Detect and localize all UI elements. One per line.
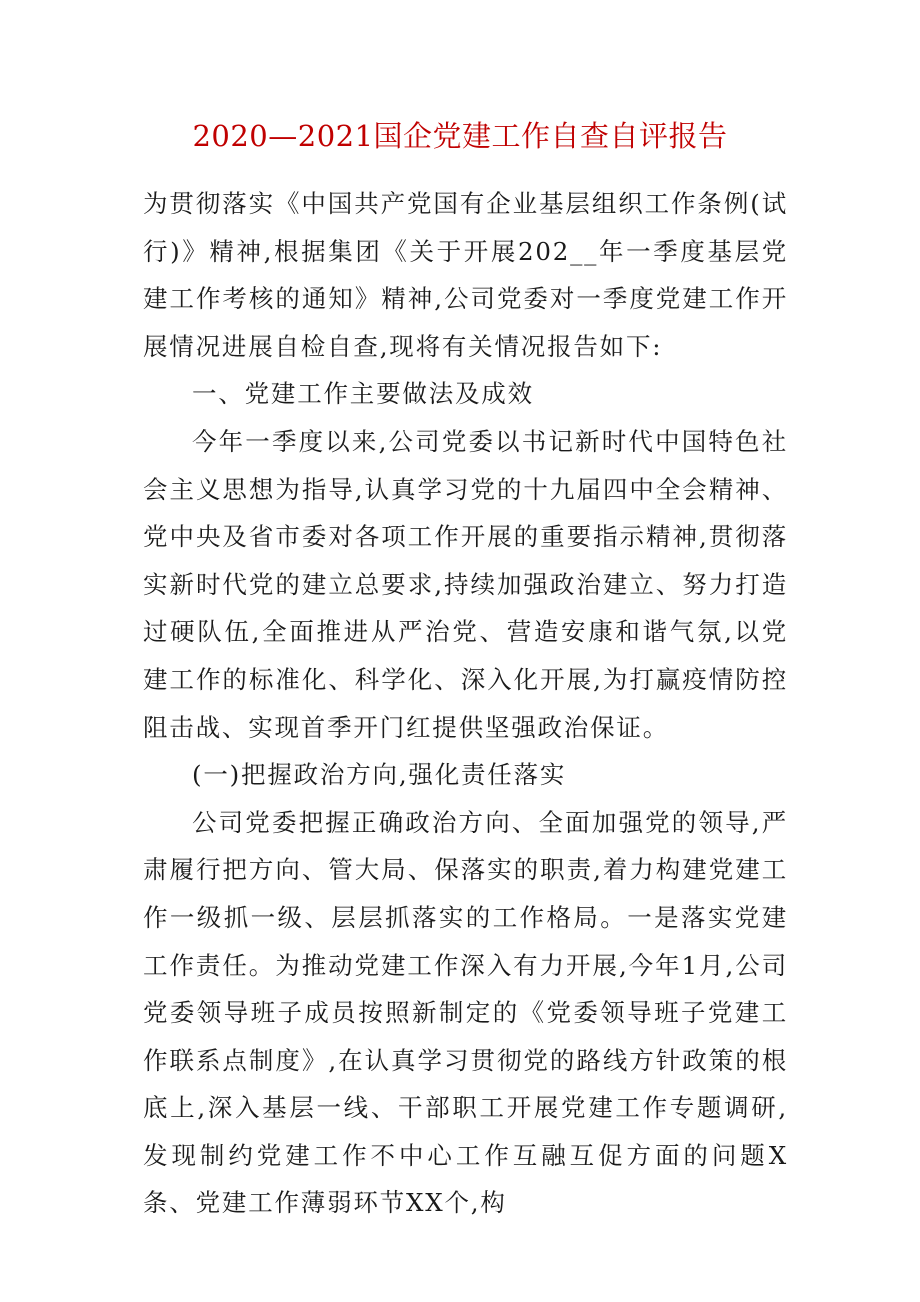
body-paragraph: 今年一季度以来,公司党委以书记新时代中国特色社会主义思想为指导,认真学习党的十九届四中全会精神、党中央及省市委对各项工作开展的重要指示精神,贯彻落实新时代党的建立总要求,持续加强政治建立、努力打造过硬队伍,全面推进从严治党、营造安康和谐气氛,以党建工作的标准化、科学化、深入化开展,为打赢疫情防控阻击战、实现首季开门红提供坚强政治保证。 — [143, 426, 788, 742]
body-paragraph: 公司党委把握正确政治方向、全面加强党的领导,严肃履行把方向、管大局、保落实的职责,着力构建党建工作一级抓一级、层层抓落实的工作格局。一是落实党建工作责任。为推动党建工作深入有力开展,今年1月,公司党委领导班子成员按照新制定的《党委领导班子党建工作联系点制度》,在认真学习贯彻党的路线方针政策的根底上,深入基层一线、干部职工开展党建工作专题调研,发现制约党建工作不中心工作互融互促方面的问题X条、党建工作薄弱环节XX个,构 — [143, 807, 788, 1218]
subsection-heading: (一)把握政治方向,强化责任落实 — [192, 760, 567, 790]
intro-paragraph: 为贯彻落实《中国共产党国有企业基层组织工作条例(试行)》精神,根据集团《关于开展202__年一季度基层党建工作考核的通知》精神,公司党委对一季度党建工作开展情况进展自检自查,现将有关情况报告如下: — [143, 189, 788, 361]
section-heading: 一、党建工作主要做法及成效 — [192, 379, 534, 409]
document-body — [143, 180, 788, 1227]
document-title: 2020—2021国企党建工作自查自评报告 — [192, 119, 728, 153]
